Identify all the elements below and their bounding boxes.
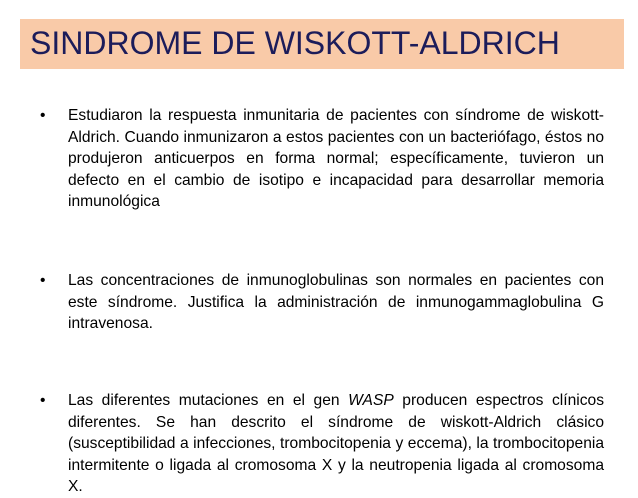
bullet-text: Las concentraciones de inmunoglobulinas son normales en pacientes con este síndrome. Justifica la administración de inmunogammaglobulina G intravenosa.: [68, 272, 604, 333]
bullet-text: Estudiaron la respuesta inmunitaria de pacientes con síndrome de wiskott-Aldrich. Cuando inmunizaron a estos pacientes con un bacteriófago, éstos no produjeron anticuerpos en forma normal; específicamente, tuvieron un defecto en el cambio de isotipo e incapacidad para desarrollar memoria inmunológica: [68, 107, 604, 211]
bullet-text: [68, 390, 604, 498]
bullet-item: [40, 270, 604, 335]
bullet-marker: •: [40, 392, 46, 409]
bullet-marker: •: [40, 272, 46, 289]
bullet-marker: •: [40, 107, 46, 124]
bullet-item: [40, 390, 604, 498]
slide-title: SINDROME DE WISKOTT-ALDRICH: [30, 25, 560, 61]
gene-name: WASP: [348, 392, 394, 409]
bullet-item: [40, 105, 604, 213]
bullet-text-end: producen espectros clínicos diferentes. Se han descrito el síndrome de wiskott-Aldrich clásico (susceptibilidad a infecciones, trombocitopenia y eccema), la trombocitopenia intermitente o ligada al cromosoma X y la neutropenia ligada al cromosoma X.: [68, 392, 604, 496]
bullet-text-start: Las diferentes mutaciones en el gen: [68, 392, 349, 409]
